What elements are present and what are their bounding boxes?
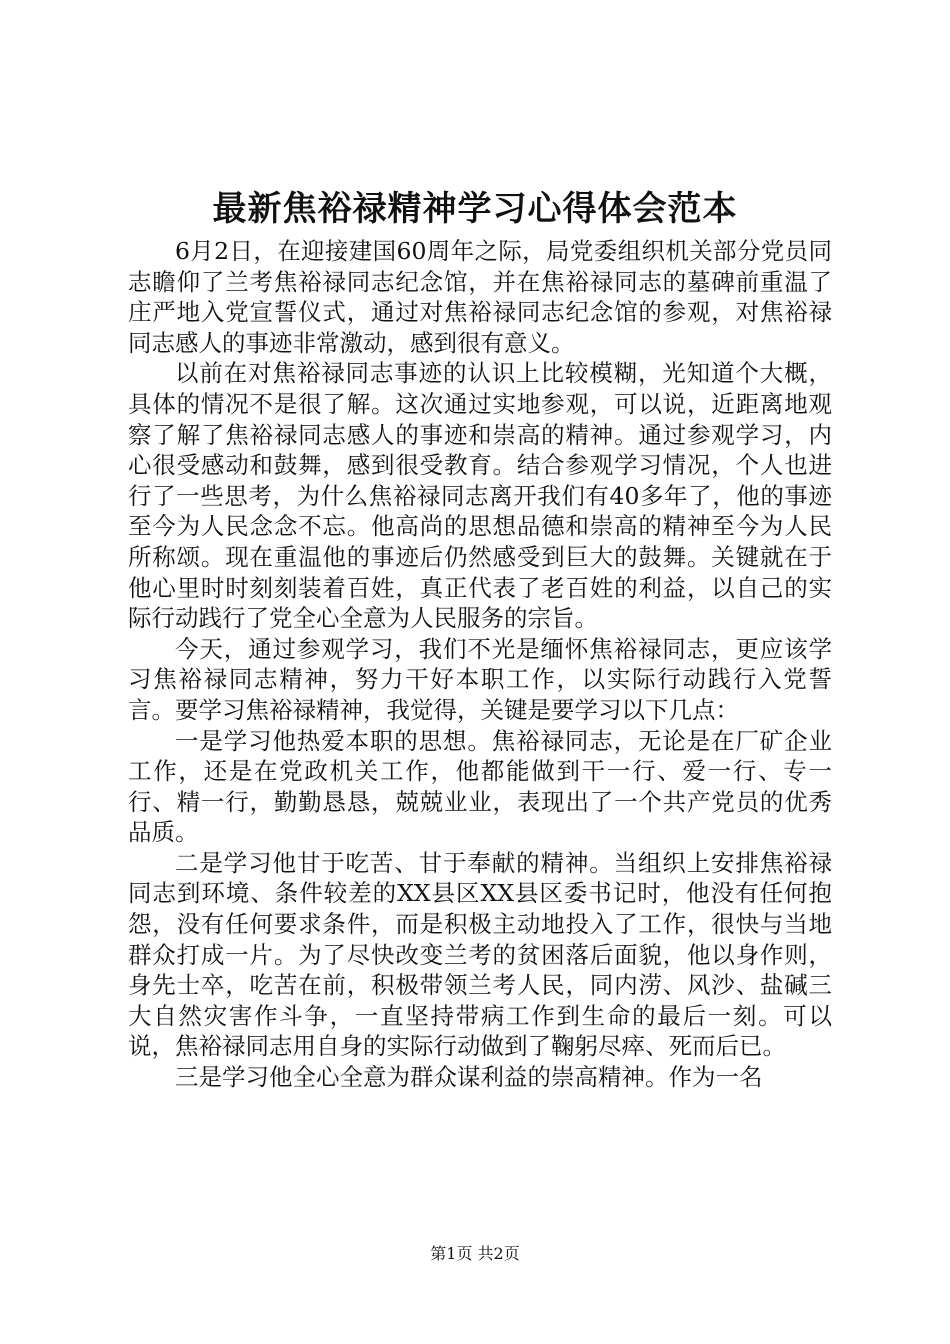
paragraph-2: 以前在对焦裕禄同志事迹的认识上比较模糊，光知道个大概，具体的情况不是很了解。这次通过实地参观，可以说，近距离地观察了解了焦裕禄同志感人的事迹和崇高的精神。通过参观学习，内心很受感动和鼓舞，感到很受教育。结合参观学习情况，个人也进行了一些思考，为什么焦裕禄同志离开我们有40多年了，他的事迹至今为人民念念不忘。他高尚的思想品德和崇高的精神至今为人民所称颂。现在重温他的事迹后仍然感受到巨大的鼓舞。关键就在于他心里时时刻刻装着百姓，真正代表了老百姓的利益，以自己的实际行动践行了党全心全意为人民服务的宗旨。 [128,359,832,633]
paragraph-3: 今天，通过参观学习，我们不光是缅怀焦裕禄同志，更应该学习焦裕禄同志精神，努力干好本职工作，以实际行动践行入党誓言。要学习焦裕禄精神，我觉得，关键是要学习以下几点： [128,634,832,724]
paragraph-6: 三是学习他全心全意为群众谋利益的崇高精神。作为一名 [175,1063,763,1092]
paragraph-5: 二是学习他甘于吃苦、甘于奉献的精神。当组织上安排焦裕禄同志到环境、条件较差的XX县区XX县区委书记时，他没有任何抱怨，没有任何要求条件，而是积极主动地投入了工作，很快与当地群众打成一片。为了尽快改变兰考的贫困落后面貌，他以身作则，身先士卒，吃苦在前，积极带领兰考人民，同内涝、风沙、盐碱三大自然灾害作斗争，一直坚持带病工作到生命的最后一刻。可以说，焦裕禄同志用自身的实际行动做到了鞠躬尽瘁、死而后已。 [128,848,832,1061]
paragraph-4: 一是学习他热爱本职的思想。焦裕禄同志，无论是在厂矿企业工作，还是在党政机关工作，他都能做到干一行、爱一行、专一行、精一行，勤勤恳恳，兢兢业业，表现出了一个共产党员的优秀品质。 [128,726,832,847]
paragraph-1: 6月2日，在迎接建国60周年之际，局党委组织机关部分党员同志瞻仰了兰考焦裕禄同志纪念馆，并在焦裕禄同志的墓碑前重温了庄严地入党宣誓仪式，通过对焦裕禄同志纪念馆的参观，对焦裕禄同志感人的事迹非常激动，感到很有意义。 [128,237,832,357]
page-footer: 第1页 共2页 [430,1244,520,1263]
document-body [128,236,832,1093]
page-title: 最新焦裕禄精神学习心得体会范本 [212,189,738,229]
